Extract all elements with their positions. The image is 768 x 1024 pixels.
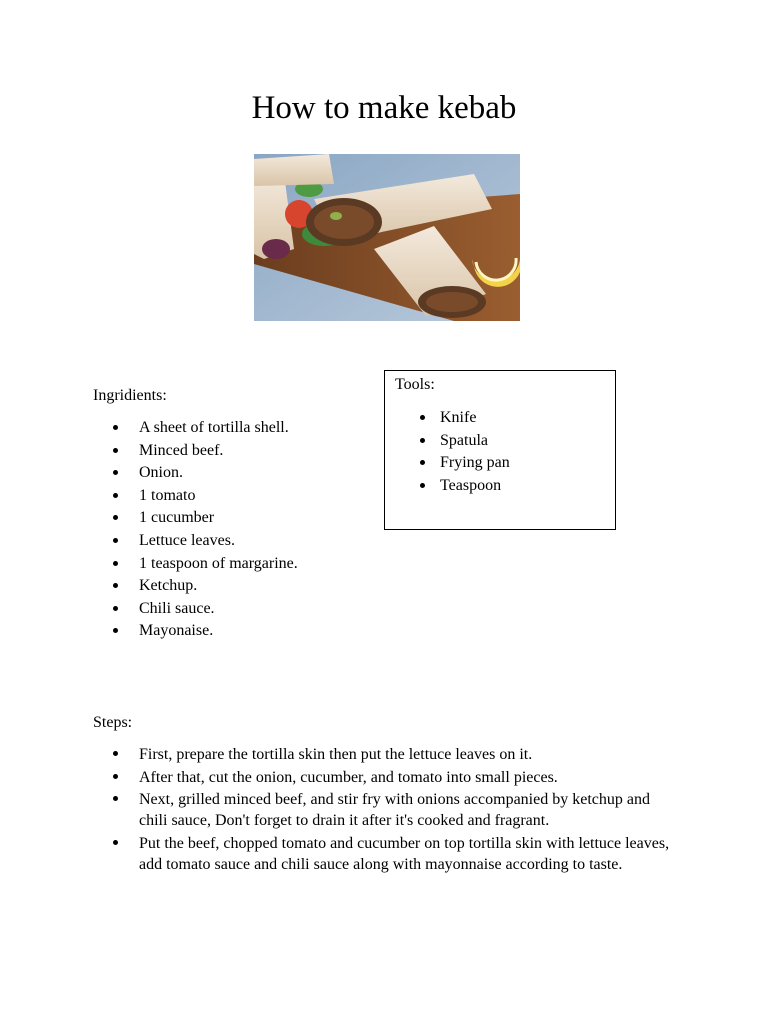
bullet-icon [113, 796, 118, 801]
bullet-icon [113, 493, 118, 498]
list-item: Teaspoon [385, 475, 605, 498]
page-title: How to make kebab [251, 90, 517, 126]
list-item: 1 tomato [93, 485, 383, 508]
list-item: Next, grilled minced beef, and stir fry with onions accompanied by ketchup and chili sauce, Don't forget to drain it after it's cooked and fragrant. [93, 789, 673, 831]
list-item: Spatula [385, 430, 605, 453]
tools-box [384, 370, 616, 530]
steps-list [93, 744, 673, 876]
list-item: Lettuce leaves. [93, 530, 383, 553]
list-item: Minced beef. [93, 440, 383, 463]
bullet-icon [113, 448, 118, 453]
ingredients-list [93, 417, 383, 643]
list-item: 1 cucumber [93, 507, 383, 530]
bullet-icon [113, 840, 118, 845]
bullet-icon [113, 774, 118, 779]
ingredients-heading: Ingridients: [93, 387, 167, 404]
list-item: Chili sauce. [93, 598, 383, 621]
bullet-icon [113, 751, 118, 756]
bullet-icon [113, 470, 118, 475]
bullet-icon [420, 415, 425, 420]
bullet-icon [113, 628, 118, 633]
bullet-icon [113, 606, 118, 611]
list-item: After that, cut the onion, cucumber, and tomato into small pieces. [93, 767, 673, 788]
kebab-photo [254, 154, 520, 321]
list-item: Ketchup. [93, 575, 383, 598]
bullet-icon [113, 561, 118, 566]
bullet-icon [113, 538, 118, 543]
list-item: A sheet of tortilla shell. [93, 417, 383, 440]
bullet-icon [420, 438, 425, 443]
list-item: Knife [385, 407, 605, 430]
list-item: First, prepare the tortilla skin then put the lettuce leaves on it. [93, 744, 673, 765]
tools-heading: Tools: [395, 376, 435, 393]
tools-list [385, 407, 605, 497]
steps-heading: Steps: [93, 714, 133, 731]
bullet-icon [420, 460, 425, 465]
bullet-icon [420, 483, 425, 488]
bullet-icon [113, 583, 118, 588]
bullet-icon [113, 515, 118, 520]
bullet-icon [113, 425, 118, 430]
list-item: Frying pan [385, 452, 605, 475]
list-item: Put the beef, chopped tomato and cucumber on top tortilla skin with lettuce leaves, add tomato sauce and chili sauce along with mayonnaise according to taste. [93, 833, 673, 875]
list-item: Mayonaise. [93, 620, 383, 643]
list-item: 1 teaspoon of margarine. [93, 553, 383, 576]
list-item: Onion. [93, 462, 383, 485]
